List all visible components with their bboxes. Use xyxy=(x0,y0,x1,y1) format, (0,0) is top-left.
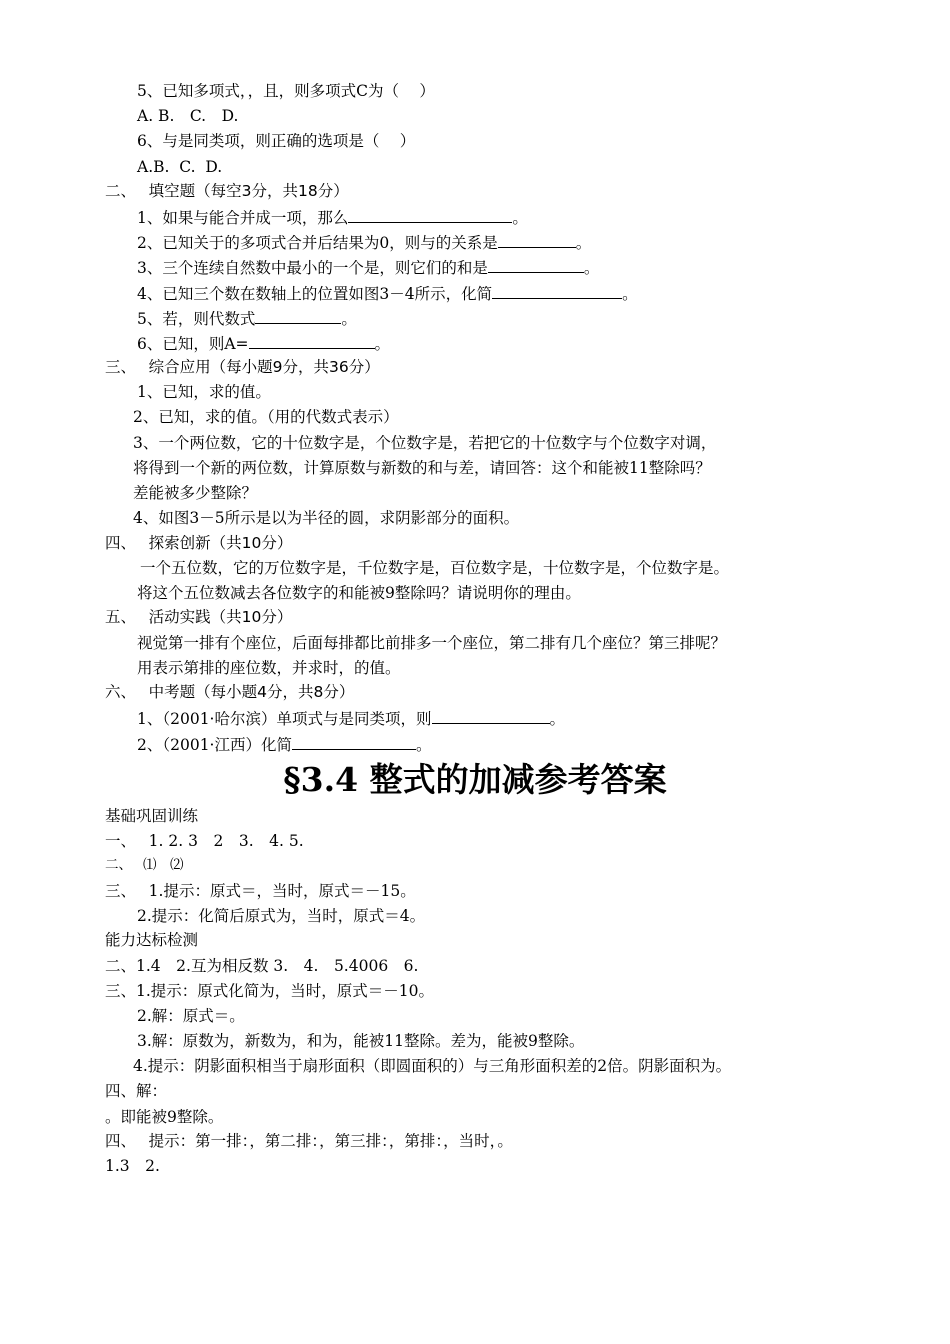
fill-question-3 xyxy=(137,256,599,278)
answer-blank xyxy=(292,733,416,750)
exam-question-2 xyxy=(137,733,432,755)
fill-question-2 xyxy=(137,231,591,253)
section-3-heading: 三、 综合应用（每小题9分，共36分） xyxy=(105,358,380,376)
exam-question-1 xyxy=(137,707,565,729)
period: 。 xyxy=(583,259,600,277)
fill-question-4 xyxy=(137,282,638,304)
answer-line: 四、解： xyxy=(105,1082,168,1100)
fill-question-1-text: 1、如果与能合并成一项，那么 xyxy=(137,209,349,227)
exam-question-2-text: 2、（2001·江西）化简 xyxy=(137,736,292,754)
answer-subhead-ability: 能力达标检测 xyxy=(105,931,199,949)
answer-line: 4.提示：阴影面积相当于扇形面积（即圆面积的）与三角形面积差的2倍。阴影面积为。 xyxy=(133,1057,732,1075)
applied-question-3-line-3: 差能被多少整除？ xyxy=(133,484,258,502)
answer-blank xyxy=(255,307,341,324)
answer-line: 三、 1.提示：原式＝，当时，原式＝－15。 xyxy=(105,882,416,900)
fill-question-5-text: 5、若，则代数式 xyxy=(137,310,256,328)
answer-line: 。即能被9整除。 xyxy=(105,1108,224,1126)
section-4-heading: 四、 探索创新（共10分） xyxy=(105,534,293,552)
applied-question-4: 4、如图3－5所示是以为半径的圆，求阴影部分的面积。 xyxy=(133,509,520,527)
section-5-heading: 五、 活动实践（共10分） xyxy=(105,608,293,626)
exam-question-1-text: 1、（2001·哈尔滨）单项式与是同类项，则 xyxy=(137,710,432,728)
answer-line: 三、1.提示：原式化简为，当时，原式＝－10。 xyxy=(105,982,435,1000)
explore-line-1: 一个五位数，它的万位数字是，千位数字是，百位数字是，十位数字是，个位数字是。 xyxy=(140,559,730,577)
question-6: 6、与是同类项，则正确的选项是（ ） xyxy=(137,132,416,150)
fill-question-2-text: 2、已知关于的多项式合并后结果为0，则与的关系是 xyxy=(137,234,498,252)
period: 。 xyxy=(622,285,638,303)
answer-line: 一、 1. 2. 3 2 3. 4. 5. xyxy=(105,832,304,850)
explore-line-2: 将这个五位数减去各位数字的和能被9整除吗？请说明你的理由。 xyxy=(137,584,581,602)
activity-line-2: 用表示第排的座位数，并求时，的值。 xyxy=(137,659,401,677)
answer-line: 3.解：原数为，新数为，和为，能被11整除。差为，能被9整除。 xyxy=(137,1032,585,1050)
period: 。 xyxy=(416,736,432,754)
fill-question-6 xyxy=(137,332,390,354)
answer-blank xyxy=(249,332,375,349)
answer-blank xyxy=(492,282,622,299)
section-2-heading: 二、 填空题（每空3分，共18分） xyxy=(105,182,349,200)
applied-question-3-line-2: 将得到一个新的两位数，计算原数与新数的和与差，请回答：这个和能被11整除吗？ xyxy=(133,459,711,477)
period: 。 xyxy=(374,335,391,353)
period: 。 xyxy=(575,234,592,252)
period: 。 xyxy=(512,209,528,227)
applied-question-3-line-1: 3、一个两位数，它的十位数字是，个位数字是，若把它的十位数字与个位数字对调， xyxy=(133,434,717,452)
answer-key-title: §3.4 整式的加减参考答案 xyxy=(283,760,667,799)
answer-blank xyxy=(488,256,584,273)
question-5-options: A. B. C. D. xyxy=(137,107,239,125)
fill-question-3-text: 3、三个连续自然数中最小的一个是，则它们的和是 xyxy=(137,259,488,277)
question-6-options: A.B. C. D. xyxy=(137,158,223,176)
section-6-heading: 六、 中考题（每小题4分，共8分） xyxy=(105,683,355,701)
activity-line-1: 视觉第一排有个座位，后面每排都比前排多一个座位，第二排有几个座位？第三排呢？ xyxy=(137,634,727,652)
answer-line: 2.提示：化简后原式为，当时，原式＝4。 xyxy=(137,907,426,925)
answer-line: 二、 ⑴ ⑵ xyxy=(105,857,184,873)
answer-line: 1.3 2. xyxy=(105,1157,160,1175)
period: 。 xyxy=(549,710,566,728)
fill-question-1 xyxy=(137,206,528,228)
period: 。 xyxy=(341,310,357,328)
fill-question-5 xyxy=(137,307,357,329)
answer-line: 二、1.4 2.互为相反数 3. 4. 5.4006 6. xyxy=(105,957,419,975)
answer-blank xyxy=(498,231,576,248)
applied-question-2: 2、已知，求的值。（用的代数式表示） xyxy=(133,408,399,426)
question-5: 5、已知多项式，，且，则多项式C为（ ） xyxy=(137,82,435,100)
fill-question-4-text: 4、已知三个数在数轴上的位置如图3－4所示，化简 xyxy=(137,285,493,303)
applied-question-1: 1、已知，求的值。 xyxy=(137,383,271,401)
answer-line: 2.解：原式＝。 xyxy=(137,1007,245,1025)
answer-subhead-basics: 基础巩固训练 xyxy=(105,807,199,825)
answer-blank xyxy=(432,707,550,724)
answer-line: 四、 提示：第一排：，第二排：，第三排：，第排：，当时，。 xyxy=(105,1132,513,1150)
fill-question-6-text: 6、已知，则A= xyxy=(137,335,249,353)
answer-blank xyxy=(348,206,512,223)
